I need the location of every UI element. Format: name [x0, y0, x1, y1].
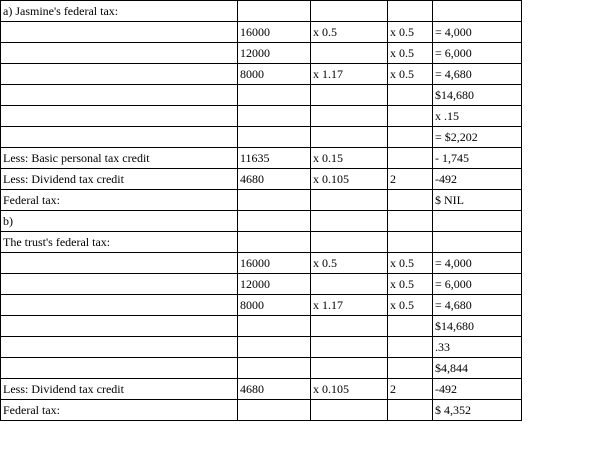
- description-cell: Less: Basic personal tax credit: [1, 148, 238, 169]
- description-cell: [1, 358, 238, 379]
- factor-cell: x 0.5: [388, 64, 433, 85]
- factor-cell: x 0.5: [388, 22, 433, 43]
- result-cell: = 6,000: [433, 274, 522, 295]
- rate-cell: [311, 316, 388, 337]
- table-body: [1, 1, 522, 421]
- factor-cell: [388, 400, 433, 421]
- factor-cell: [388, 358, 433, 379]
- rate-cell: x 0.15: [311, 148, 388, 169]
- result-cell: $4,844: [433, 358, 522, 379]
- rate-cell: x 0.5: [311, 253, 388, 274]
- table-row: [1, 22, 522, 43]
- rate-cell: [311, 358, 388, 379]
- amount-cell: [238, 316, 311, 337]
- table-row: [1, 379, 522, 400]
- factor-cell: [388, 85, 433, 106]
- factor-cell: x 0.5: [388, 253, 433, 274]
- description-cell: [1, 22, 238, 43]
- factor-cell: x 0.5: [388, 295, 433, 316]
- description-cell: a) Jasmine's federal tax:: [1, 1, 238, 22]
- table-row: [1, 295, 522, 316]
- result-cell: = 4,680: [433, 64, 522, 85]
- result-cell: $14,680: [433, 85, 522, 106]
- amount-cell: 4680: [238, 379, 311, 400]
- result-cell: -492: [433, 169, 522, 190]
- table-row: [1, 127, 522, 148]
- description-cell: [1, 106, 238, 127]
- result-cell: [433, 232, 522, 253]
- factor-cell: [388, 232, 433, 253]
- amount-cell: [238, 127, 311, 148]
- description-cell: [1, 295, 238, 316]
- factor-cell: 2: [388, 379, 433, 400]
- amount-cell: 8000: [238, 64, 311, 85]
- table-row: [1, 400, 522, 421]
- factor-cell: [388, 316, 433, 337]
- factor-cell: 2: [388, 169, 433, 190]
- description-cell: [1, 337, 238, 358]
- amount-cell: 16000: [238, 22, 311, 43]
- rate-cell: x 1.17: [311, 64, 388, 85]
- table-row: [1, 358, 522, 379]
- factor-cell: [388, 148, 433, 169]
- table-row: [1, 190, 522, 211]
- factor-cell: [388, 211, 433, 232]
- description-cell: Federal tax:: [1, 190, 238, 211]
- description-cell: [1, 316, 238, 337]
- result-cell: x .15: [433, 106, 522, 127]
- amount-cell: [238, 85, 311, 106]
- table-row: [1, 253, 522, 274]
- amount-cell: [238, 106, 311, 127]
- rate-cell: [311, 1, 388, 22]
- amount-cell: [238, 232, 311, 253]
- description-cell: [1, 43, 238, 64]
- result-cell: [433, 211, 522, 232]
- result-cell: [433, 1, 522, 22]
- table-row: [1, 64, 522, 85]
- factor-cell: x 0.5: [388, 43, 433, 64]
- description-cell: Less: Dividend tax credit: [1, 169, 238, 190]
- rate-cell: [311, 85, 388, 106]
- table-row: [1, 232, 522, 253]
- rate-cell: [311, 43, 388, 64]
- rate-cell: [311, 337, 388, 358]
- rate-cell: [311, 400, 388, 421]
- table-row: [1, 85, 522, 106]
- amount-cell: 16000: [238, 253, 311, 274]
- amount-cell: [238, 400, 311, 421]
- result-cell: = 4,000: [433, 22, 522, 43]
- factor-cell: [388, 106, 433, 127]
- table-row: [1, 148, 522, 169]
- description-cell: Less: Dividend tax credit: [1, 379, 238, 400]
- result-cell: = 4,000: [433, 253, 522, 274]
- table-row: [1, 1, 522, 22]
- description-cell: b): [1, 211, 238, 232]
- table-row: [1, 211, 522, 232]
- rate-cell: x 1.17: [311, 295, 388, 316]
- factor-cell: [388, 127, 433, 148]
- description-cell: [1, 127, 238, 148]
- rate-cell: [311, 190, 388, 211]
- table-row: [1, 337, 522, 358]
- result-cell: $ 4,352: [433, 400, 522, 421]
- amount-cell: 4680: [238, 169, 311, 190]
- result-cell: -492: [433, 379, 522, 400]
- description-cell: [1, 253, 238, 274]
- rate-cell: x 0.105: [311, 379, 388, 400]
- rate-cell: [311, 232, 388, 253]
- rate-cell: [311, 106, 388, 127]
- rate-cell: [311, 127, 388, 148]
- description-cell: Federal tax:: [1, 400, 238, 421]
- amount-cell: 12000: [238, 43, 311, 64]
- rate-cell: [311, 274, 388, 295]
- amount-cell: [238, 358, 311, 379]
- table-row: [1, 316, 522, 337]
- table-row: [1, 169, 522, 190]
- rate-cell: x 0.5: [311, 22, 388, 43]
- amount-cell: 12000: [238, 274, 311, 295]
- table-row: [1, 274, 522, 295]
- rate-cell: [311, 211, 388, 232]
- result-cell: $ NIL: [433, 190, 522, 211]
- amount-cell: [238, 1, 311, 22]
- amount-cell: [238, 337, 311, 358]
- result-cell: = 6,000: [433, 43, 522, 64]
- table-row: [1, 106, 522, 127]
- amount-cell: 11635: [238, 148, 311, 169]
- rate-cell: x 0.105: [311, 169, 388, 190]
- factor-cell: [388, 337, 433, 358]
- amount-cell: 8000: [238, 295, 311, 316]
- factor-cell: [388, 1, 433, 22]
- amount-cell: [238, 211, 311, 232]
- description-cell: The trust's federal tax:: [1, 232, 238, 253]
- description-cell: [1, 64, 238, 85]
- result-cell: = 4,680: [433, 295, 522, 316]
- description-cell: [1, 85, 238, 106]
- result-cell: = $2,202: [433, 127, 522, 148]
- factor-cell: [388, 190, 433, 211]
- description-cell: [1, 274, 238, 295]
- table-row: [1, 43, 522, 64]
- result-cell: $14,680: [433, 316, 522, 337]
- amount-cell: [238, 190, 311, 211]
- factor-cell: x 0.5: [388, 274, 433, 295]
- result-cell: .33: [433, 337, 522, 358]
- result-cell: - 1,745: [433, 148, 522, 169]
